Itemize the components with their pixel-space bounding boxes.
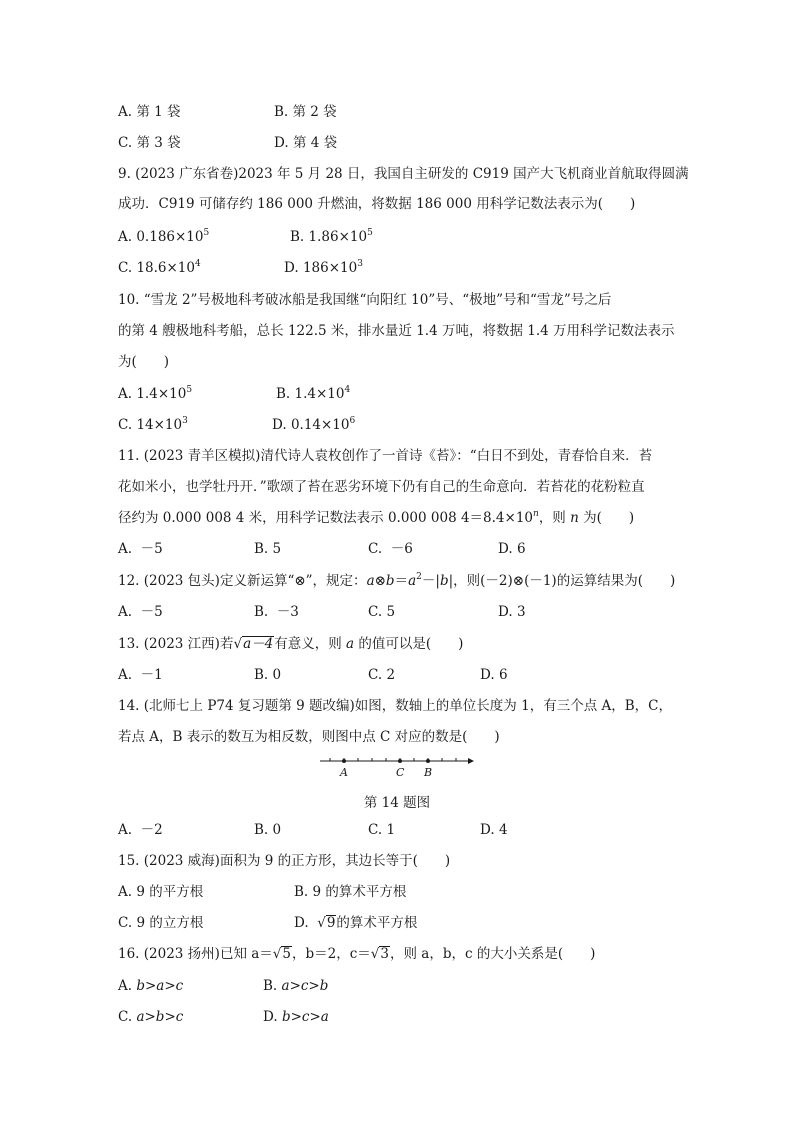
q8-option-d[interactable]: D. 第 4 袋 — [274, 135, 338, 151]
point-c — [398, 759, 402, 763]
q8-option-c[interactable]: C. 第 3 袋 — [118, 135, 181, 151]
q14-option-a[interactable]: A. －2 — [118, 822, 163, 838]
q11-stem-line-2: 花如米小，也学牡丹开．”歌颂了苔在恶劣环境下仍有自己的生命意向．若苔花的花粉粒直 — [118, 479, 645, 495]
q12-option-a[interactable]: A. －5 — [118, 604, 163, 620]
q14-option-c[interactable]: C. 1 — [368, 822, 396, 838]
point-c-label: C — [396, 766, 405, 779]
q10-stem-line-2: 的第 4 艘极地科考船，总长 122.5 米，排水量近 1.4 万吨，将数据 1.4 万用科学记数法表示 — [118, 323, 675, 339]
q10-stem-line-3: 为( ) — [118, 354, 170, 370]
q11-stem-line-3: 径约为 0.000 008 4 米，用科学记数法表示 0.000 008 $4=8.4\times 10^n$，则 n 为( ) — [118, 509, 635, 526]
q16-option-c[interactable]: C. a>b>c — [118, 1009, 184, 1025]
q16-option-d[interactable]: D. b>c>a — [263, 1009, 329, 1025]
q9-stem-line-1: 9. (2023 广东省卷)2023 年 5 月 28 日，我国自主研发的 C919 国产大飞机商业首航取得圆满 — [118, 166, 689, 182]
q14-stem-line-2: 若点 A，B 表示的数互为相反数，则图中点 C 对应的数是( ) — [118, 729, 500, 745]
q14-figure-caption: 第 14 题图 — [363, 795, 431, 811]
q16-stem-line-1: 16. (2023 扬州)已知 a＝√5，b＝2，c＝√3，则 a，b，c 的大小关系是( ) — [118, 946, 596, 962]
q13-option-a[interactable]: A. －1 — [118, 667, 163, 683]
q15-option-a[interactable]: A. 9 的平方根 — [118, 884, 204, 900]
point-b-label: B — [424, 766, 433, 779]
point-a — [342, 759, 346, 763]
q11-stem-line-1: 11. (2023 青羊区模拟)清代诗人袁枚创作了一首诗《苔》：“白日不到处，青春恰自来．苔 — [118, 448, 653, 464]
q14-option-d[interactable]: D. 4 — [480, 822, 508, 838]
q10-option-b[interactable]: B. $1.4\times 10^4$ — [276, 385, 351, 402]
q9-option-b[interactable]: B. $1.86\times 10^5$ — [290, 228, 373, 245]
q13-option-b[interactable]: B. 0 — [254, 667, 282, 683]
q11-option-d[interactable]: D. 6 — [498, 541, 526, 557]
q9-stem-line-2: 成功．C919 可储存约 186 000 升燃油，将数据 186 000 用科学记数法表示为( ) — [118, 196, 636, 212]
q9-option-c[interactable]: C. $18.6\times 10^4$ — [118, 259, 201, 276]
q8-option-a[interactable]: A. 第 1 袋 — [118, 104, 181, 120]
q14-option-b[interactable]: B. 0 — [254, 822, 282, 838]
q12-option-c[interactable]: C. 5 — [368, 604, 396, 620]
point-a-label: A — [340, 766, 348, 779]
q11-option-c[interactable]: C. －6 — [368, 541, 413, 557]
q8-option-b[interactable]: B. 第 2 袋 — [274, 104, 337, 120]
q9-option-d[interactable]: D. $186\times 10^3$ — [284, 259, 363, 276]
q12-stem-line-1: 12. (2023 包头)定义新运算“⊗”，规定：$a\otimes b=a^2-|b|$，则(－2)⊗(－1)的运算结果为( ) — [118, 572, 676, 589]
q13-stem-line-1: 13. (2023 江西)若√a－4有意义，则 a 的值可以是( ) — [118, 636, 464, 652]
q14-stem-line-1: 14. (北师七上 P74 复习题第 9 题改编)如图，数轴上的单位长度为 1，有三个点 A，B，C， — [118, 698, 672, 714]
q12-option-d[interactable]: D. 3 — [498, 604, 526, 620]
q15-option-b[interactable]: B. 9 的算术平方根 — [294, 884, 407, 900]
q12-option-b[interactable]: B. －3 — [254, 604, 299, 620]
q11-option-a[interactable]: A. －5 — [118, 541, 163, 557]
q13-option-d[interactable]: D. 6 — [480, 667, 508, 683]
q10-option-c[interactable]: C. $14\times 10^3$ — [118, 416, 188, 433]
q13-option-c[interactable]: C. 2 — [368, 667, 396, 683]
q15-option-c[interactable]: C. 9 的立方根 — [118, 915, 204, 931]
q16-option-b[interactable]: B. a>c>b — [263, 978, 329, 994]
q11-option-b[interactable]: B. 5 — [254, 541, 282, 557]
q15-option-d[interactable]: D. √9的算术平方根 — [294, 915, 418, 931]
q9-option-a[interactable]: A. $0.186\times 10^5$ — [118, 228, 210, 245]
number-line-arrow — [468, 758, 474, 764]
point-b — [426, 759, 430, 763]
q10-option-a[interactable]: A. $1.4\times 10^5$ — [118, 385, 193, 402]
q15-stem-line-1: 15. (2023 威海)面积为 9 的正方形，其边长等于( ) — [118, 853, 451, 869]
q16-option-a[interactable]: A. b>a>c — [118, 978, 184, 994]
q10-stem-line-1: 10. “雪龙 2”号极地科考破冰船是我国继“向阳红 10”号、“极地”号和“雪龙”号之后 — [118, 292, 612, 308]
number-line-figure — [318, 752, 478, 782]
q10-option-d[interactable]: D. $0.14\times 10^6$ — [272, 416, 356, 433]
